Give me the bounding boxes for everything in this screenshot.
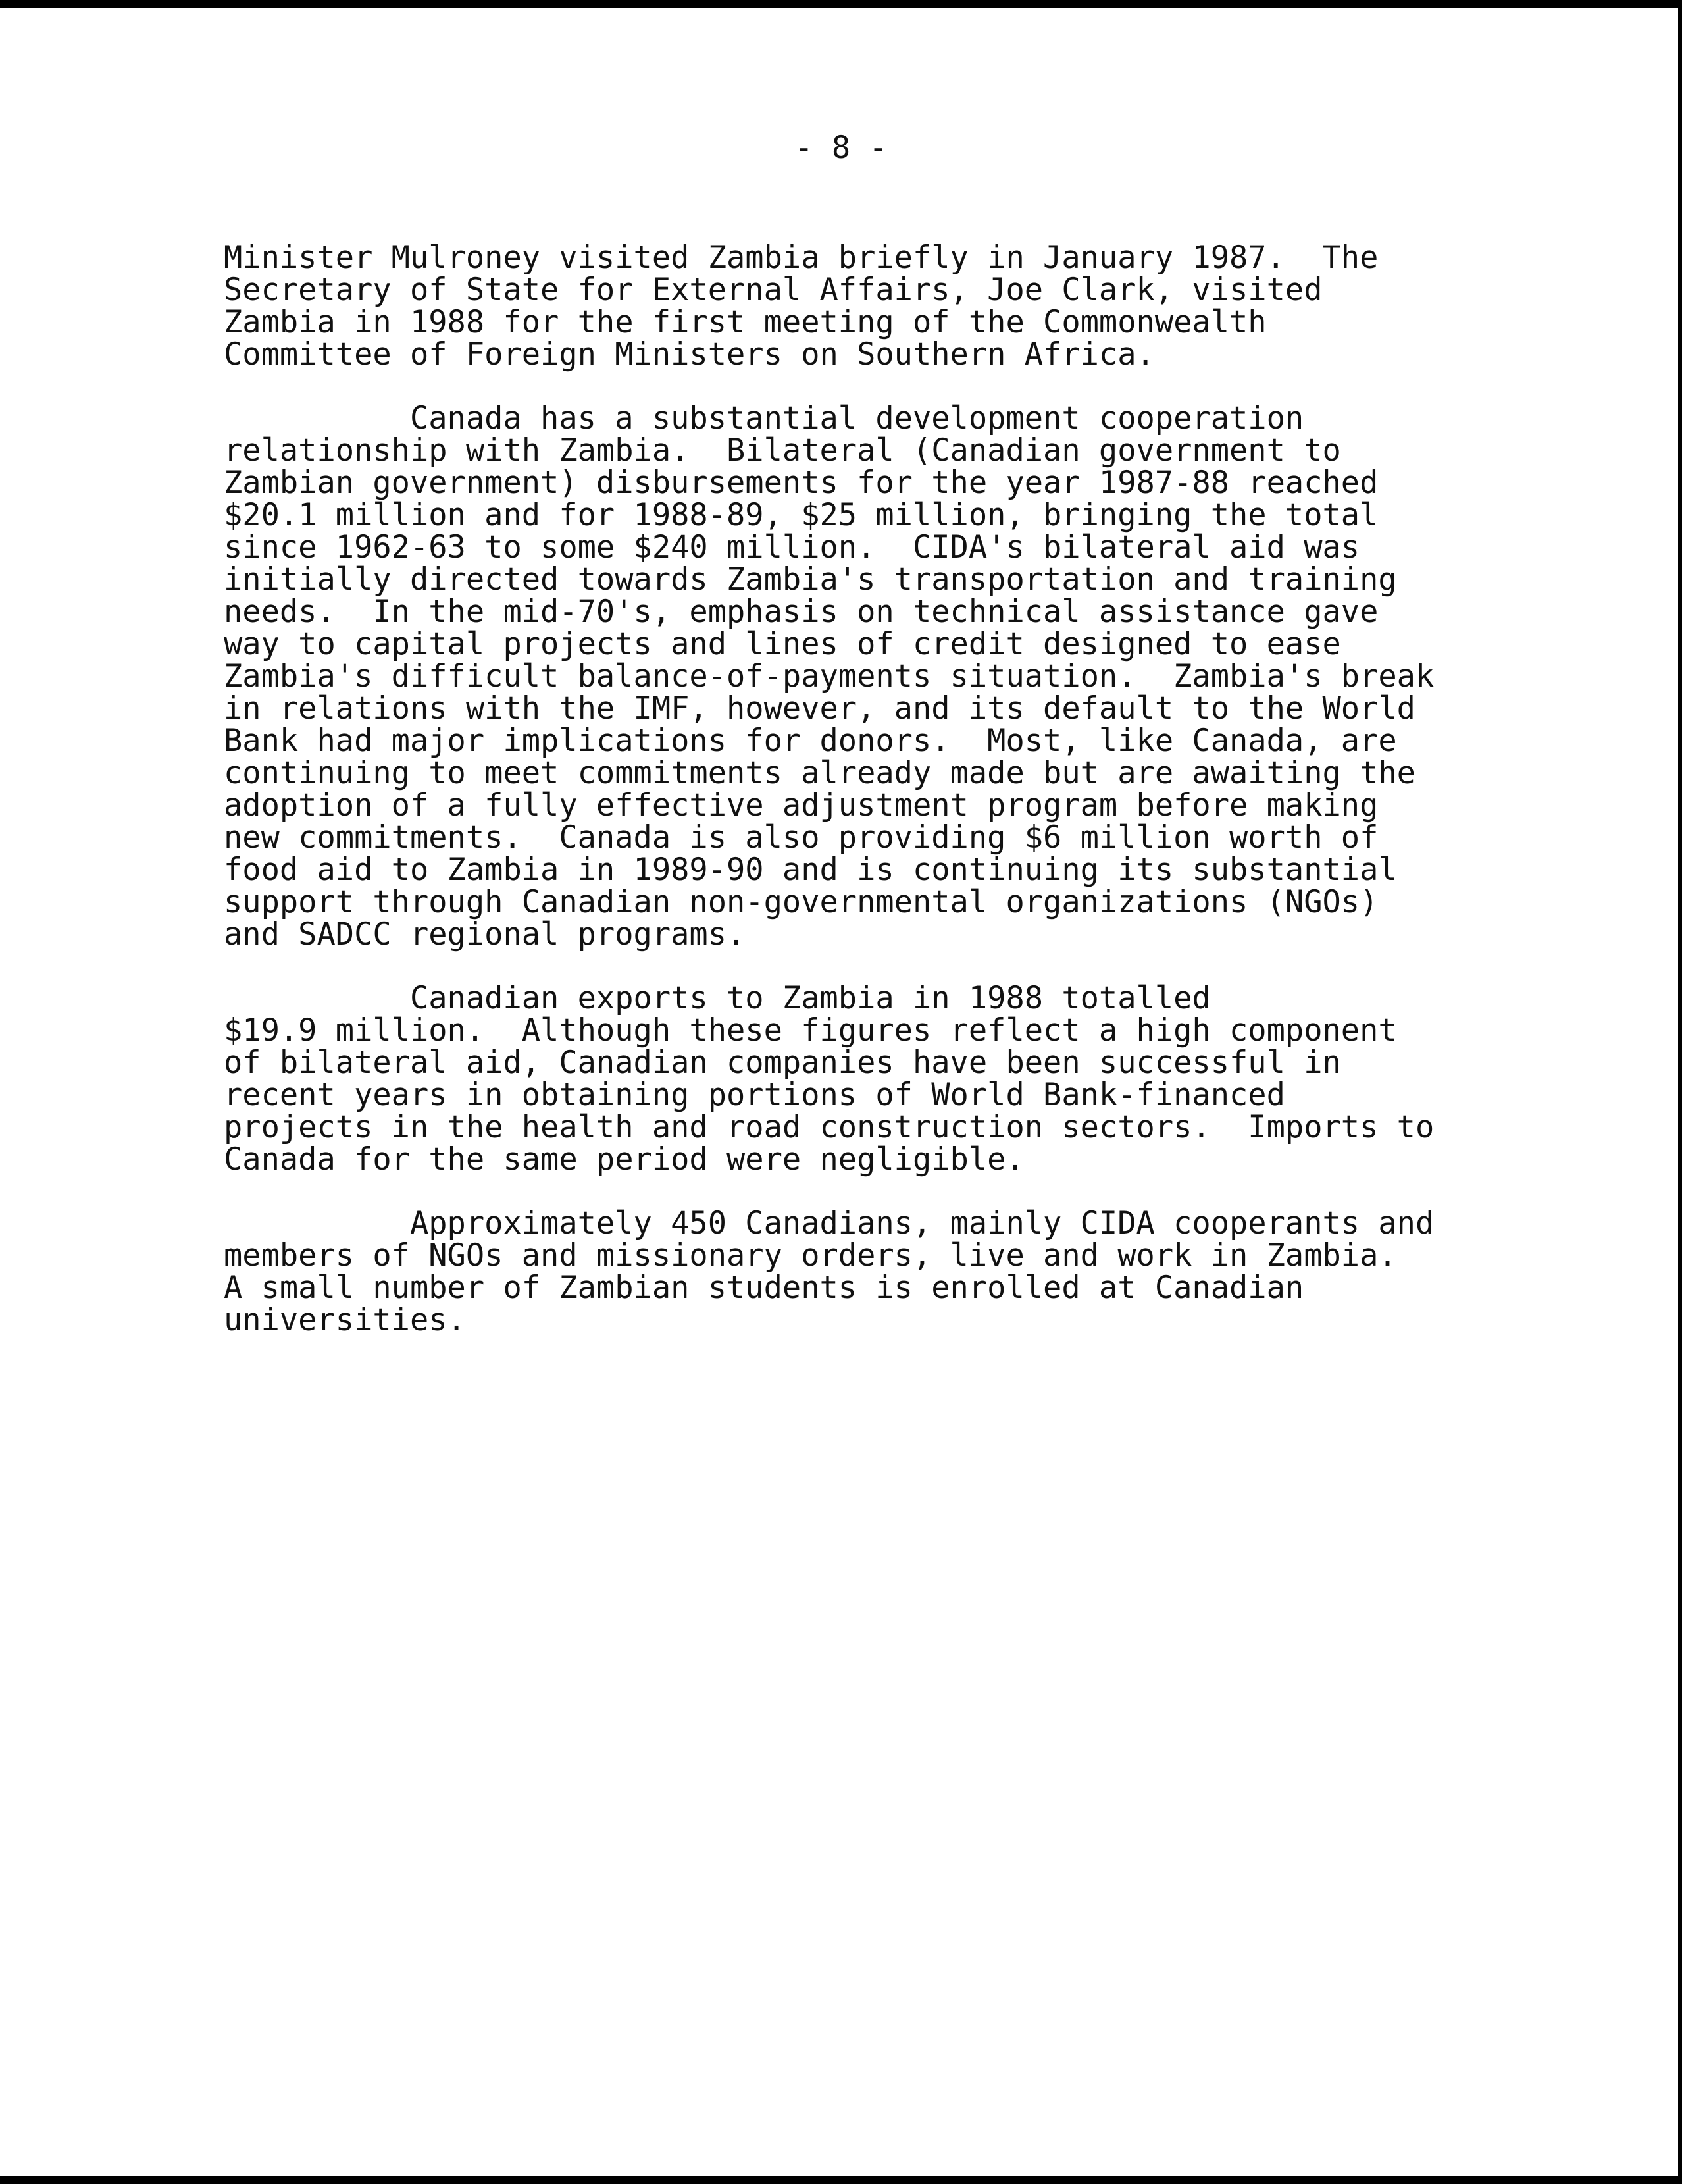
text-line: projects in the health and road construction sectors. Imports to bbox=[224, 1109, 1435, 1145]
text-line: food aid to Zambia in 1989-90 and is continuing its substantial bbox=[224, 852, 1397, 888]
text-line: way to capital projects and lines of credit designed to ease bbox=[224, 626, 1341, 662]
text-line: Committee of Foreign Ministers on Southern Africa. bbox=[224, 336, 1155, 373]
text-line: $20.1 million and for 1988-89, $25 million, bringing the total bbox=[224, 497, 1379, 533]
text-line: and SADCC regional programs. bbox=[224, 916, 746, 952]
paragraph-3 bbox=[224, 982, 1619, 1176]
document-body bbox=[224, 242, 1619, 1368]
text-line: since 1962-63 to some $240 million. CIDA's bilateral aid was bbox=[224, 529, 1360, 565]
text-line: new commitments. Canada is also providing $6 million worth of bbox=[224, 819, 1379, 856]
paragraph-4 bbox=[224, 1207, 1619, 1336]
text-line: Approximately 450 Canadians, mainly CIDA cooperants and bbox=[224, 1205, 1435, 1241]
text-line: relationship with Zambia. Bilateral (Canadian government to bbox=[224, 432, 1341, 469]
text-line: support through Canadian non-governmental organizations (NGOs) bbox=[224, 884, 1379, 920]
text-line: initially directed towards Zambia's transportation and training bbox=[224, 561, 1397, 598]
text-line: Canadian exports to Zambia in 1988 totalled bbox=[224, 980, 1211, 1016]
text-line: Secretary of State for External Affairs, Joe Clark, visited bbox=[224, 272, 1323, 308]
text-line: Canada for the same period were negligible. bbox=[224, 1141, 1025, 1178]
text-line: Zambian government) disbursements for the year 1987-88 reached bbox=[224, 465, 1379, 501]
text-line: members of NGOs and missionary orders, live and work in Zambia. bbox=[224, 1237, 1397, 1274]
text-line: Canada has a substantial development cooperation bbox=[224, 400, 1304, 436]
text-line: $19.9 million. Although these figures reflect a high component bbox=[224, 1012, 1397, 1049]
text-line: Zambia in 1988 for the first meeting of the Commonwealth bbox=[224, 304, 1267, 340]
text-line: A small number of Zambian students is enrolled at Canadian bbox=[224, 1270, 1304, 1306]
text-line: of bilateral aid, Canadian companies have been successful in bbox=[224, 1045, 1341, 1081]
text-line: continuing to meet commitments already made but are awaiting the bbox=[224, 755, 1415, 791]
text-line: universities. bbox=[224, 1302, 466, 1338]
text-line: Bank had major implications for donors. Most, like Canada, are bbox=[224, 723, 1397, 759]
page-number: - 8 - bbox=[794, 130, 888, 166]
text-line: Zambia's difficult balance-of-payments situation. Zambia's break bbox=[224, 658, 1435, 694]
paragraph-2 bbox=[224, 402, 1619, 950]
text-line: recent years in obtaining portions of World Bank-financed bbox=[224, 1077, 1285, 1113]
paragraph-1 bbox=[224, 242, 1619, 371]
text-line: adoption of a fully effective adjustment program before making bbox=[224, 787, 1379, 823]
text-line: in relations with the IMF, however, and its default to the World bbox=[224, 690, 1415, 727]
text-line: Minister Mulroney visited Zambia briefly in January 1987. The bbox=[224, 240, 1379, 276]
text-line: needs. In the mid-70's, emphasis on technical assistance gave bbox=[224, 594, 1379, 630]
